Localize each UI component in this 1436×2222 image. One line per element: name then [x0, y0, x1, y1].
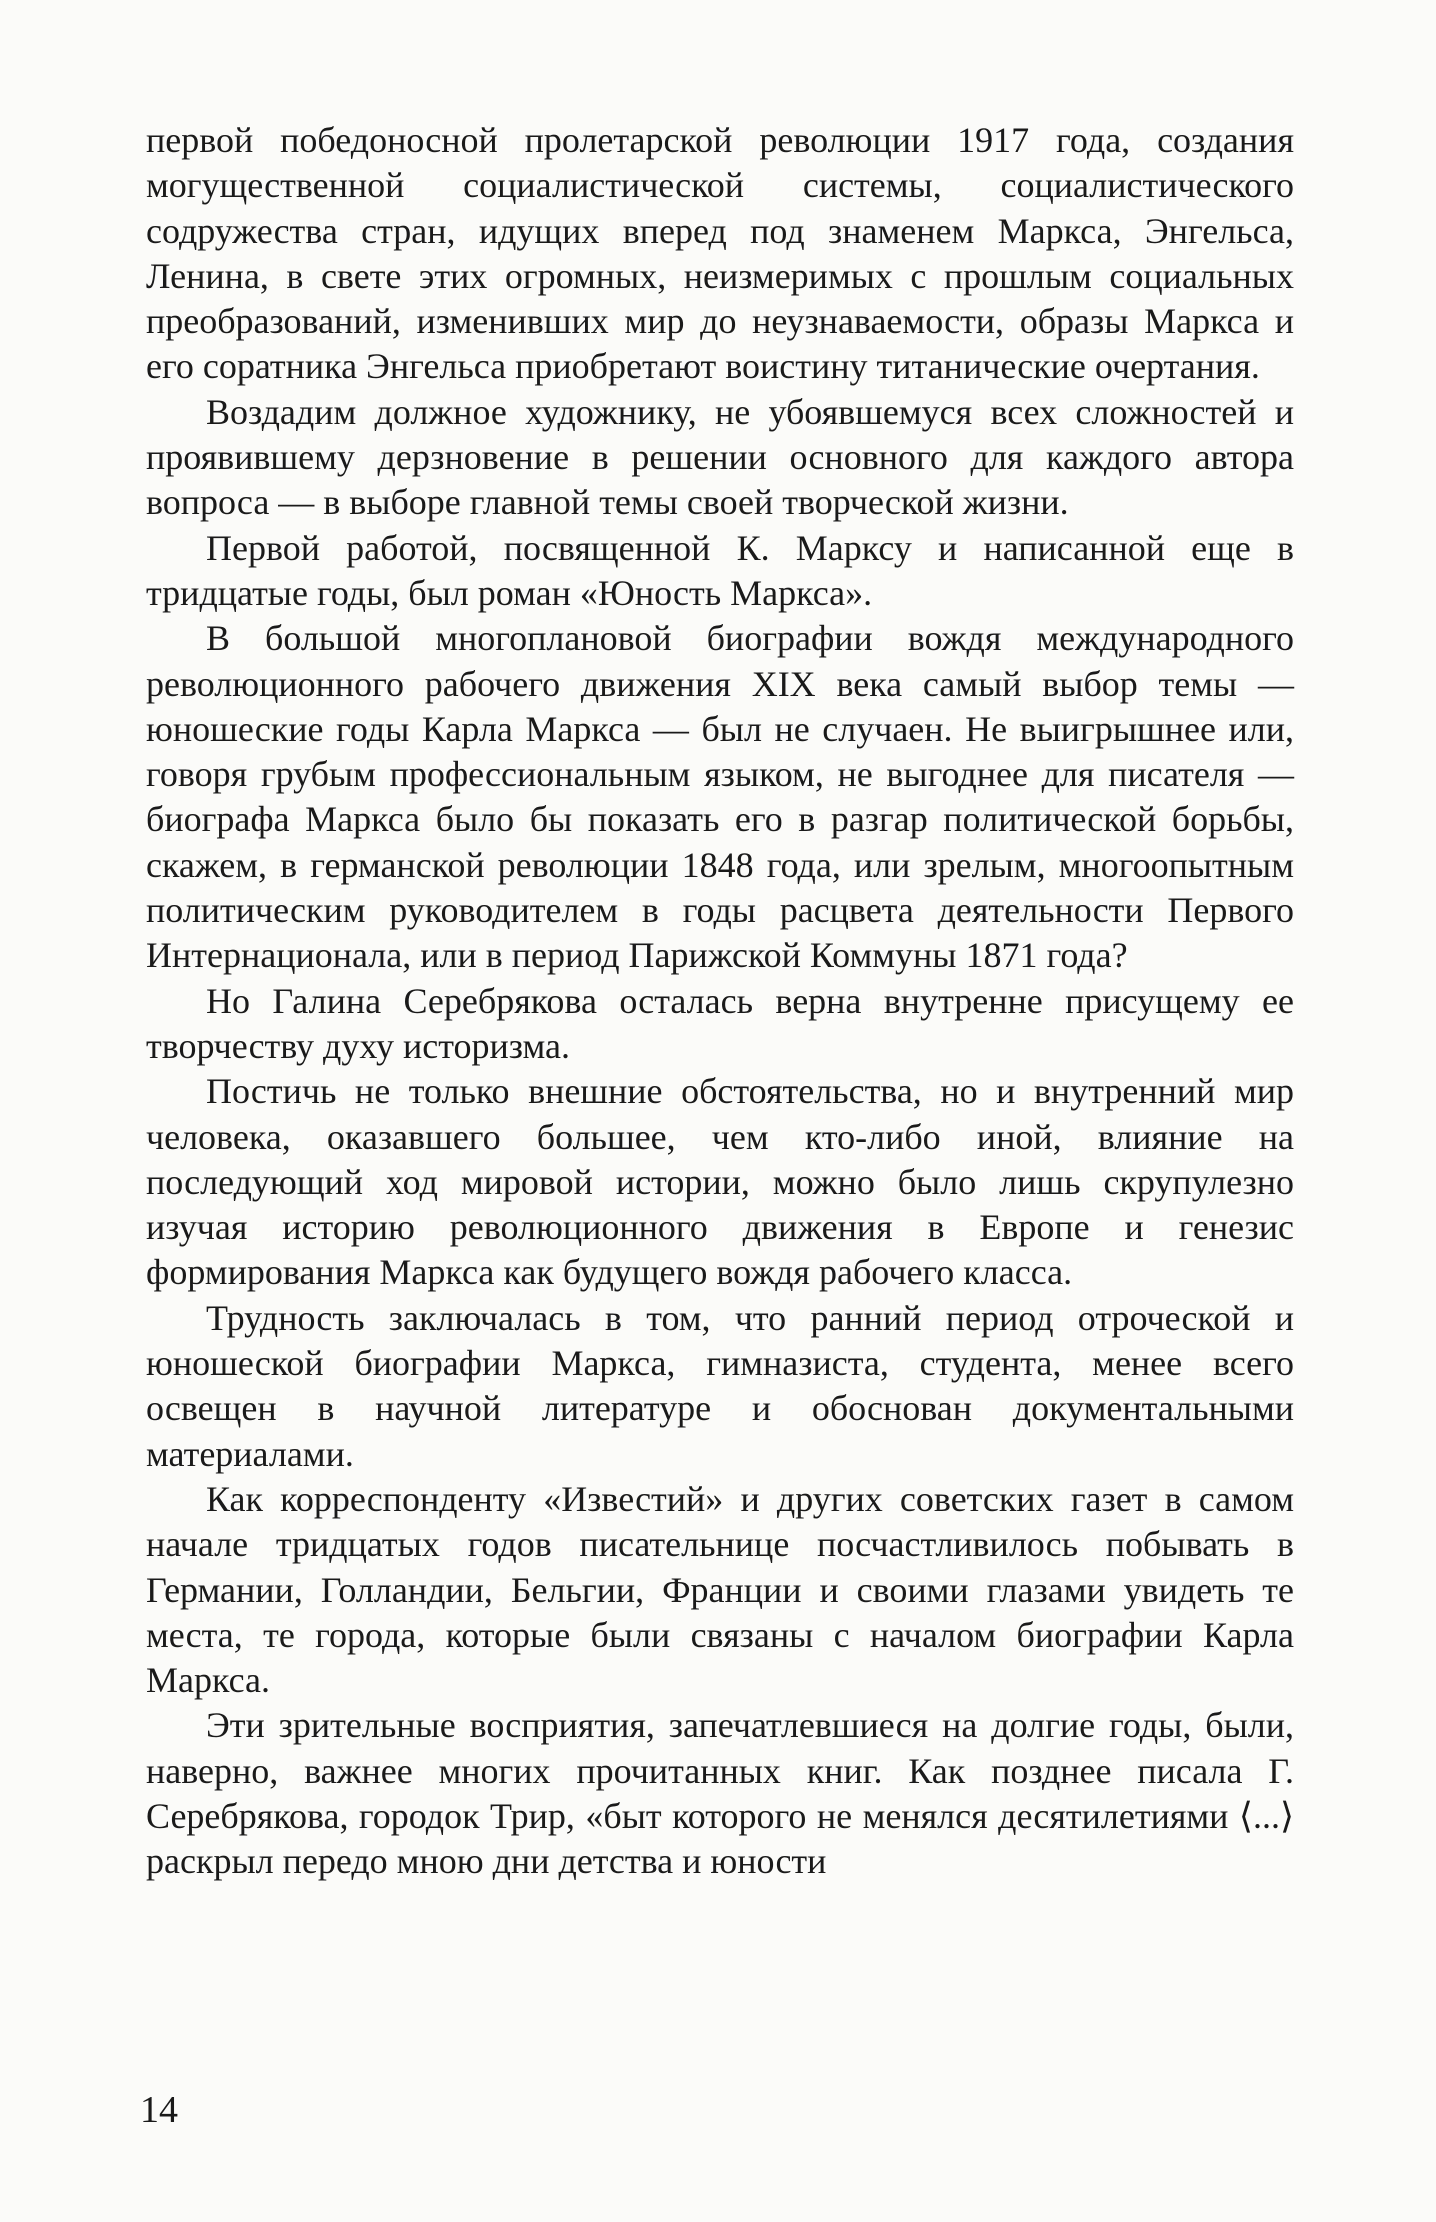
paragraph: Первой работой, посвященной К. Марксу и написанной еще в тридцатые годы, был роман «Юность Маркса».	[146, 527, 1294, 613]
page-number: 14	[140, 2089, 178, 2131]
paragraph: Но Галина Серебрякова осталась верна внутренне присущему ее творчеству духу историзма.	[146, 980, 1294, 1066]
paragraph: Постичь не только внешние обстоятельства, но и внутренний мир человека, оказавшего большее, чем кто-либо иной, влияние на последующий ход мировой истории, можно было лишь скрупулезно изучая историю революционного движения в Европе и генезис формирования Маркса как будущего вождя рабочего класса.	[146, 1071, 1294, 1293]
paragraph: Воздадим должное художнику, не убоявшемуся всех сложностей и проявившему дерзновение в решении основного для каждого автора вопроса — в выборе главной темы своей творческой жизни.	[146, 391, 1294, 523]
paragraph: первой победоносной пролетарской революции 1917 года, создания могущественной социалистической системы, социалистического содружества стран, идущих вперед под знаменем Маркса, Энгельса, Ленина, в свете этих огромных, неизмеримых с прошлым социальных преобразований, изменивших мир до неузнаваемости, образы Маркса и его соратника Энгельса приобретают воистину титанические очертания.	[146, 120, 1294, 387]
paragraph: Трудность заключалась в том, что ранний период отроческой и юношеской биографии Маркса, гимназиста, студента, менее всего освещен в научной литературе и обоснован документальными материалами.	[146, 1297, 1294, 1474]
paragraph: Эти зрительные восприятия, запечатлевшиеся на долгие годы, были, наверно, важнее многих прочитанных книг. Как позднее писала Г. Серебрякова, городок Трир, «быт которого не менялся десятилетиями ⟨...⟩ раскрыл передо мною дни детства и юности	[146, 1705, 1294, 1882]
paragraph: Как корреспонденту «Известий» и других советских газет в самом начале тридцатых годов писательнице посчастливилось побывать в Германии, Голландии, Бельгии, Франции и своими глазами увидеть те места, те города, которые были связаны с началом биографии Карла Маркса.	[146, 1478, 1294, 1701]
body-text	[146, 118, 1294, 1885]
paragraph: В большой многоплановой биографии вождя международного революционного рабочего движения XIX века самый выбор темы — юношеские годы Карла Маркса — был не случаен. Не выигрышнее или, говоря грубым профессиональным языком, не выгоднее для писателя — биографа Маркса было бы показать его в разгар политической борьбы, скажем, в германской революции 1848 года, или зрелым, многоопытным политическим руководителем в годы расцвета деятельности Первого Интернационала, или в период Парижской Коммуны 1871 года?	[146, 618, 1294, 976]
